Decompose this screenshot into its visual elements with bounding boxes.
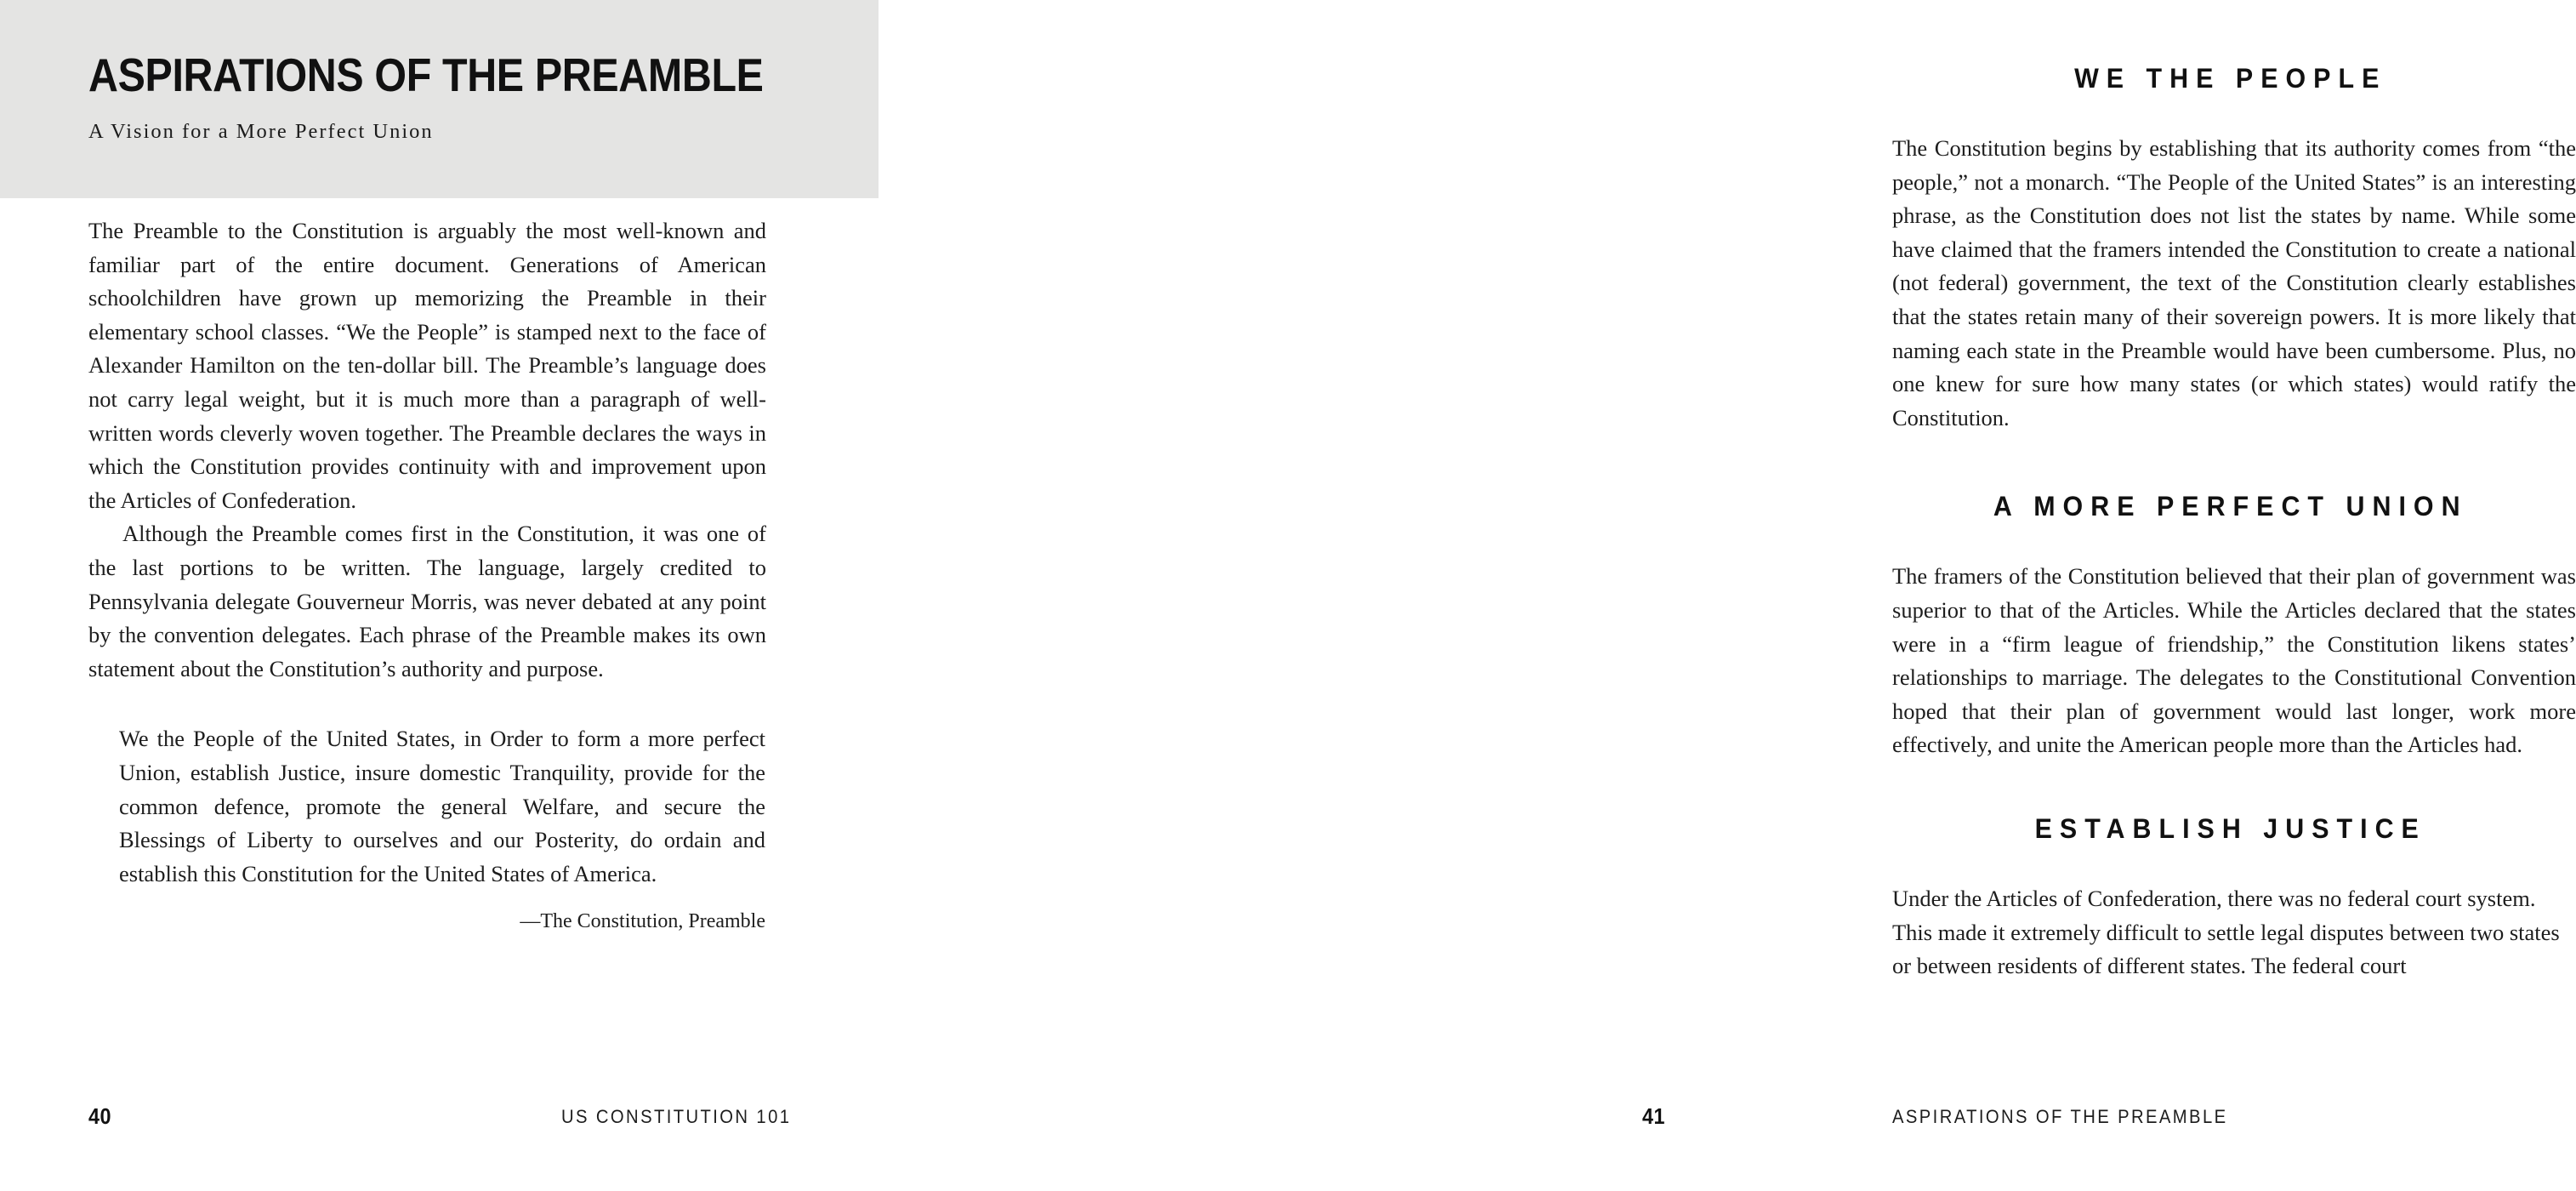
section-heading-we-the-people: WE THE PEOPLE — [2074, 63, 2387, 94]
page-title: ASPIRATIONS OF THE PREAMBLE — [88, 48, 764, 101]
page-number-left: 40 — [88, 1103, 111, 1129]
section-heading-establish-justice: ESTABLISH JUSTICE — [2034, 812, 2426, 844]
running-head-left: US CONSTITUTION 101 — [561, 1106, 792, 1127]
body-column-right — [1892, 63, 2576, 983]
chapter-subtitle: A Vision for a More Perfect Union — [88, 120, 434, 144]
page-left — [0, 0, 879, 1191]
page-right — [879, 0, 2576, 1191]
page-number-right: 41 — [1642, 1103, 1665, 1129]
paragraph: The Constitution begins by establishing that its authority comes from “the people,” not a monarch. “The People of the United States” is an interesting phrase, as the Constitution does not list the states by name. While some have claimed that the framers intended the Constitution to create a national (not federal) government, the text of the Constitution clearly establishes that the states retain many of their sovereign powers. It is more likely that naming each state in the Preamble would have been cumbersome. Plus, no one knew for sure how many states (or which states) would ratify the Constitution. — [1892, 135, 2576, 430]
spacer — [1892, 845, 2576, 882]
chapter-heading-block — [88, 48, 786, 144]
paragraph: Under the Articles of Confederation, there was no federal court system. This made it extremely difficult to settle legal disputes between two states or between residents of different states. The federal court — [1892, 885, 2560, 979]
paragraph: The framers of the Constitution believed that their plan of government was superior to that of the Articles. While the Articles declared that the states were in a “firm league of friendship,” the Constitution likens states’ relationships to marriage. The delegates to the Constitutional Convention hoped that their plan of government would last longer, work more effectively, and unite the American people more than the Articles had. — [1892, 563, 2576, 758]
blockquote-preamble — [88, 722, 765, 935]
spacer — [1892, 522, 2576, 560]
running-head-right: ASPIRATIONS OF THE PREAMBLE — [1892, 1106, 2228, 1127]
paragraph: Although the Preamble comes first in the Constitution, it was one of the last portions to be written. The language, largely credited to Pennsylvania delegate Gouverneur Morris, was never debated at any point by the convention delegates. Each phrase of the Preamble makes its own statement about the Constitution’s authority and purpose. — [88, 521, 766, 681]
body-column-left — [88, 214, 766, 935]
blockquote-attribution: —The Constitution, Preamble — [520, 910, 765, 933]
paragraph: The Preamble to the Constitution is arguably the most well-known and familiar part of the entire document. Generations of American schoolchildren have grown up memorizing the Preamble in their elementary school classes. “We the People” is stamped next to the face of Alexander Hamilton on the ten-dollar bill. The Preamble’s language does not carry legal weight, but it is much more than a paragraph of well-written words cleverly woven together. The Preamble declares the ways in which the Constitution provides continuity with and improvement upon the Articles of Confederation. — [88, 218, 766, 513]
spacer — [1892, 762, 2576, 813]
spacer — [1892, 435, 2576, 491]
section-heading-a-more-perfect-union: A MORE PERFECT UNION — [1993, 491, 2468, 522]
spacer — [1892, 94, 2576, 132]
blockquote-text: We the People of the United States, in Order to form a more perfect Union, establish Justice, insure domestic Tranquility, provide for the common defence, promote the general Welfare, and secure the Blessings of Liberty to ourselves and our Posterity, do ordain and establish this Constitution for the United States of America. — [119, 726, 765, 886]
